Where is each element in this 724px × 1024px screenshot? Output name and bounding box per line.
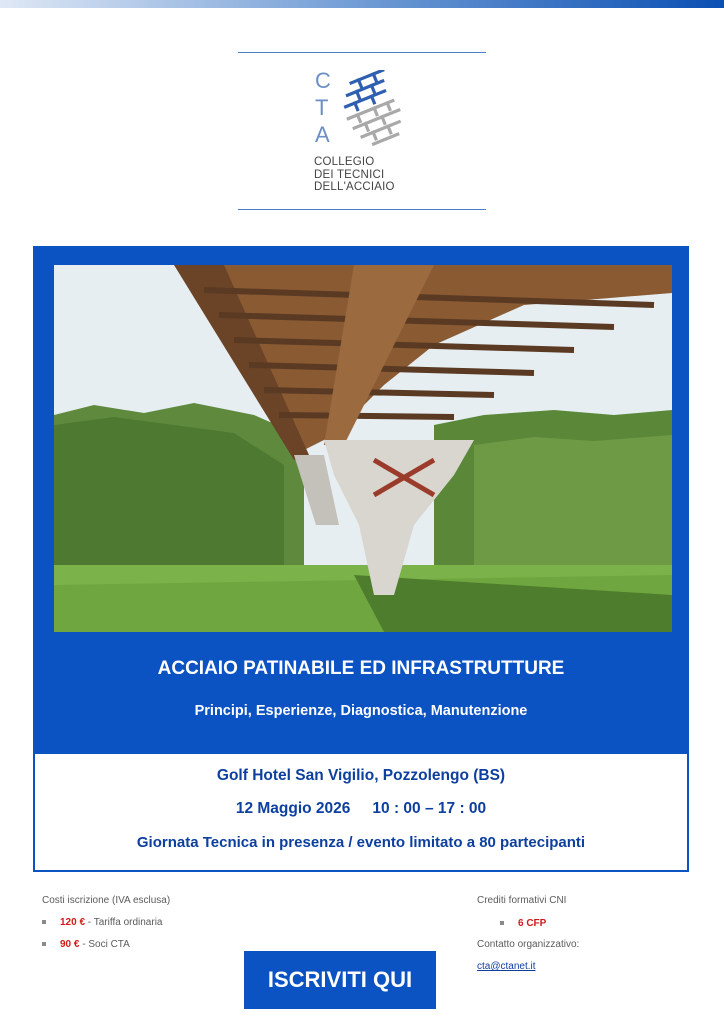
- bullet-icon: [500, 921, 504, 925]
- bridge-photo: [54, 265, 672, 632]
- event-format: Giornata Tecnica in presenza / evento limitato a 80 partecipanti: [136, 834, 586, 851]
- bullet-icon: [42, 920, 46, 924]
- credits-item: [500, 918, 546, 929]
- cost-label: - Tariffa ordinaria: [85, 917, 163, 928]
- cost-price: 90 €: [60, 939, 80, 950]
- bullet-icon: [42, 942, 46, 946]
- register-button[interactable]: ISCRIVITI QUI: [244, 951, 436, 1009]
- cost-price: 120 €: [60, 917, 86, 928]
- event-title: ACCIAIO PATINABILE ED INFRASTRUTTURE: [157, 658, 565, 679]
- event-panel: [33, 246, 689, 872]
- contact-heading: Contatto organizzativo:: [477, 939, 580, 950]
- logo-name: COLLEGIO DEI TECNICI DELL'ACCIAIO: [314, 156, 395, 193]
- cost-label: - Soci CTA: [79, 939, 130, 950]
- event-venue: Golf Hotel San Vigilio, Pozzolengo (BS): [216, 767, 506, 784]
- top-gradient-bar: [0, 0, 724, 8]
- credits-value: 6 CFP: [518, 918, 547, 929]
- cta-logo: [305, 62, 425, 202]
- event-subtitle: Principi, Esperienze, Diagnostica, Manutenzione: [194, 703, 528, 719]
- header-rule-bottom: [238, 209, 486, 210]
- event-banner: [35, 248, 687, 754]
- cost-item-ordinary: [42, 917, 162, 928]
- event-time: 10 : 00 – 17 : 00: [372, 800, 487, 817]
- contact-email-link[interactable]: cta@ctanet.it: [477, 961, 536, 972]
- cost-item-members: [42, 939, 130, 950]
- steel-beams-icon: [335, 70, 415, 150]
- header-rule-top: [238, 52, 486, 53]
- logo-letters: C T A: [315, 68, 331, 147]
- bridge-illustration: [54, 265, 672, 632]
- event-datetime: [35, 800, 687, 818]
- costs-heading: Costi iscrizione (IVA esclusa): [42, 895, 171, 906]
- event-date: 12 Maggio 2026: [235, 800, 351, 817]
- credits-heading: Crediti formativi CNI: [477, 895, 567, 906]
